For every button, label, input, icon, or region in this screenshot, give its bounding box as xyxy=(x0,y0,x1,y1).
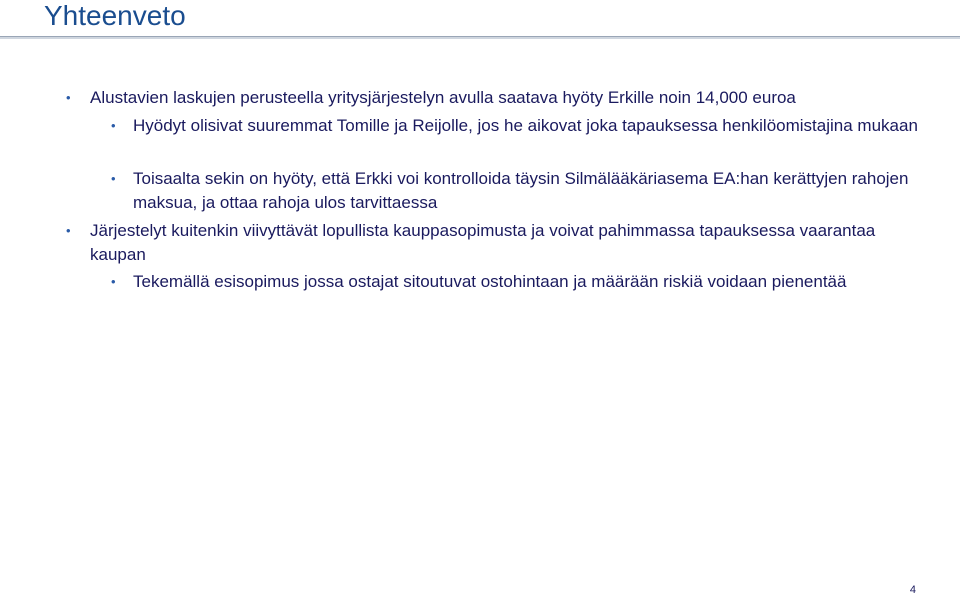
sub-bullet-item xyxy=(111,270,923,294)
bullet-text: Järjestelyt kuitenkin viivyttävät lopullista kauppasopimusta ja voivat pahimmassa tapauksessa vaarantaa kaupan xyxy=(90,221,876,264)
page-number: 4 xyxy=(909,584,916,596)
bullet-item xyxy=(66,219,930,267)
sub-bullet-item xyxy=(111,167,923,215)
bullet-text: Alustavien laskujen perusteella yritysjärjestelyn avulla saatava hyöty Erkille noin 14,000 euroa xyxy=(90,88,796,107)
sub-bullet-item xyxy=(111,114,923,138)
bullet-icon: • xyxy=(111,274,116,289)
bullet-icon: • xyxy=(111,171,116,186)
bullet-icon: • xyxy=(66,223,71,238)
bullet-text: Toisaalta sekin on hyöty, että Erkki voi kontrolloida täysin Silmälääkäriasema EA:han kerättyjen rahojen maksua, ja ottaa rahoja ulos tarvittaessa xyxy=(133,169,909,212)
bullet-item xyxy=(66,86,930,110)
bullet-icon: • xyxy=(66,90,71,105)
bullet-text: Hyödyt olisivat suuremmat Tomille ja Reijolle, jos he aikovat joka tapauksessa henkilöomistajina mukaan xyxy=(133,116,918,135)
title-divider-line xyxy=(0,36,960,37)
slide-title: Yhteenveto xyxy=(44,0,186,31)
bullet-icon: • xyxy=(111,118,116,133)
bullet-text: Tekemällä esisopimus jossa ostajat sitoutuvat ostohintaan ja määrään riskiä voidaan pienentää xyxy=(133,272,847,291)
